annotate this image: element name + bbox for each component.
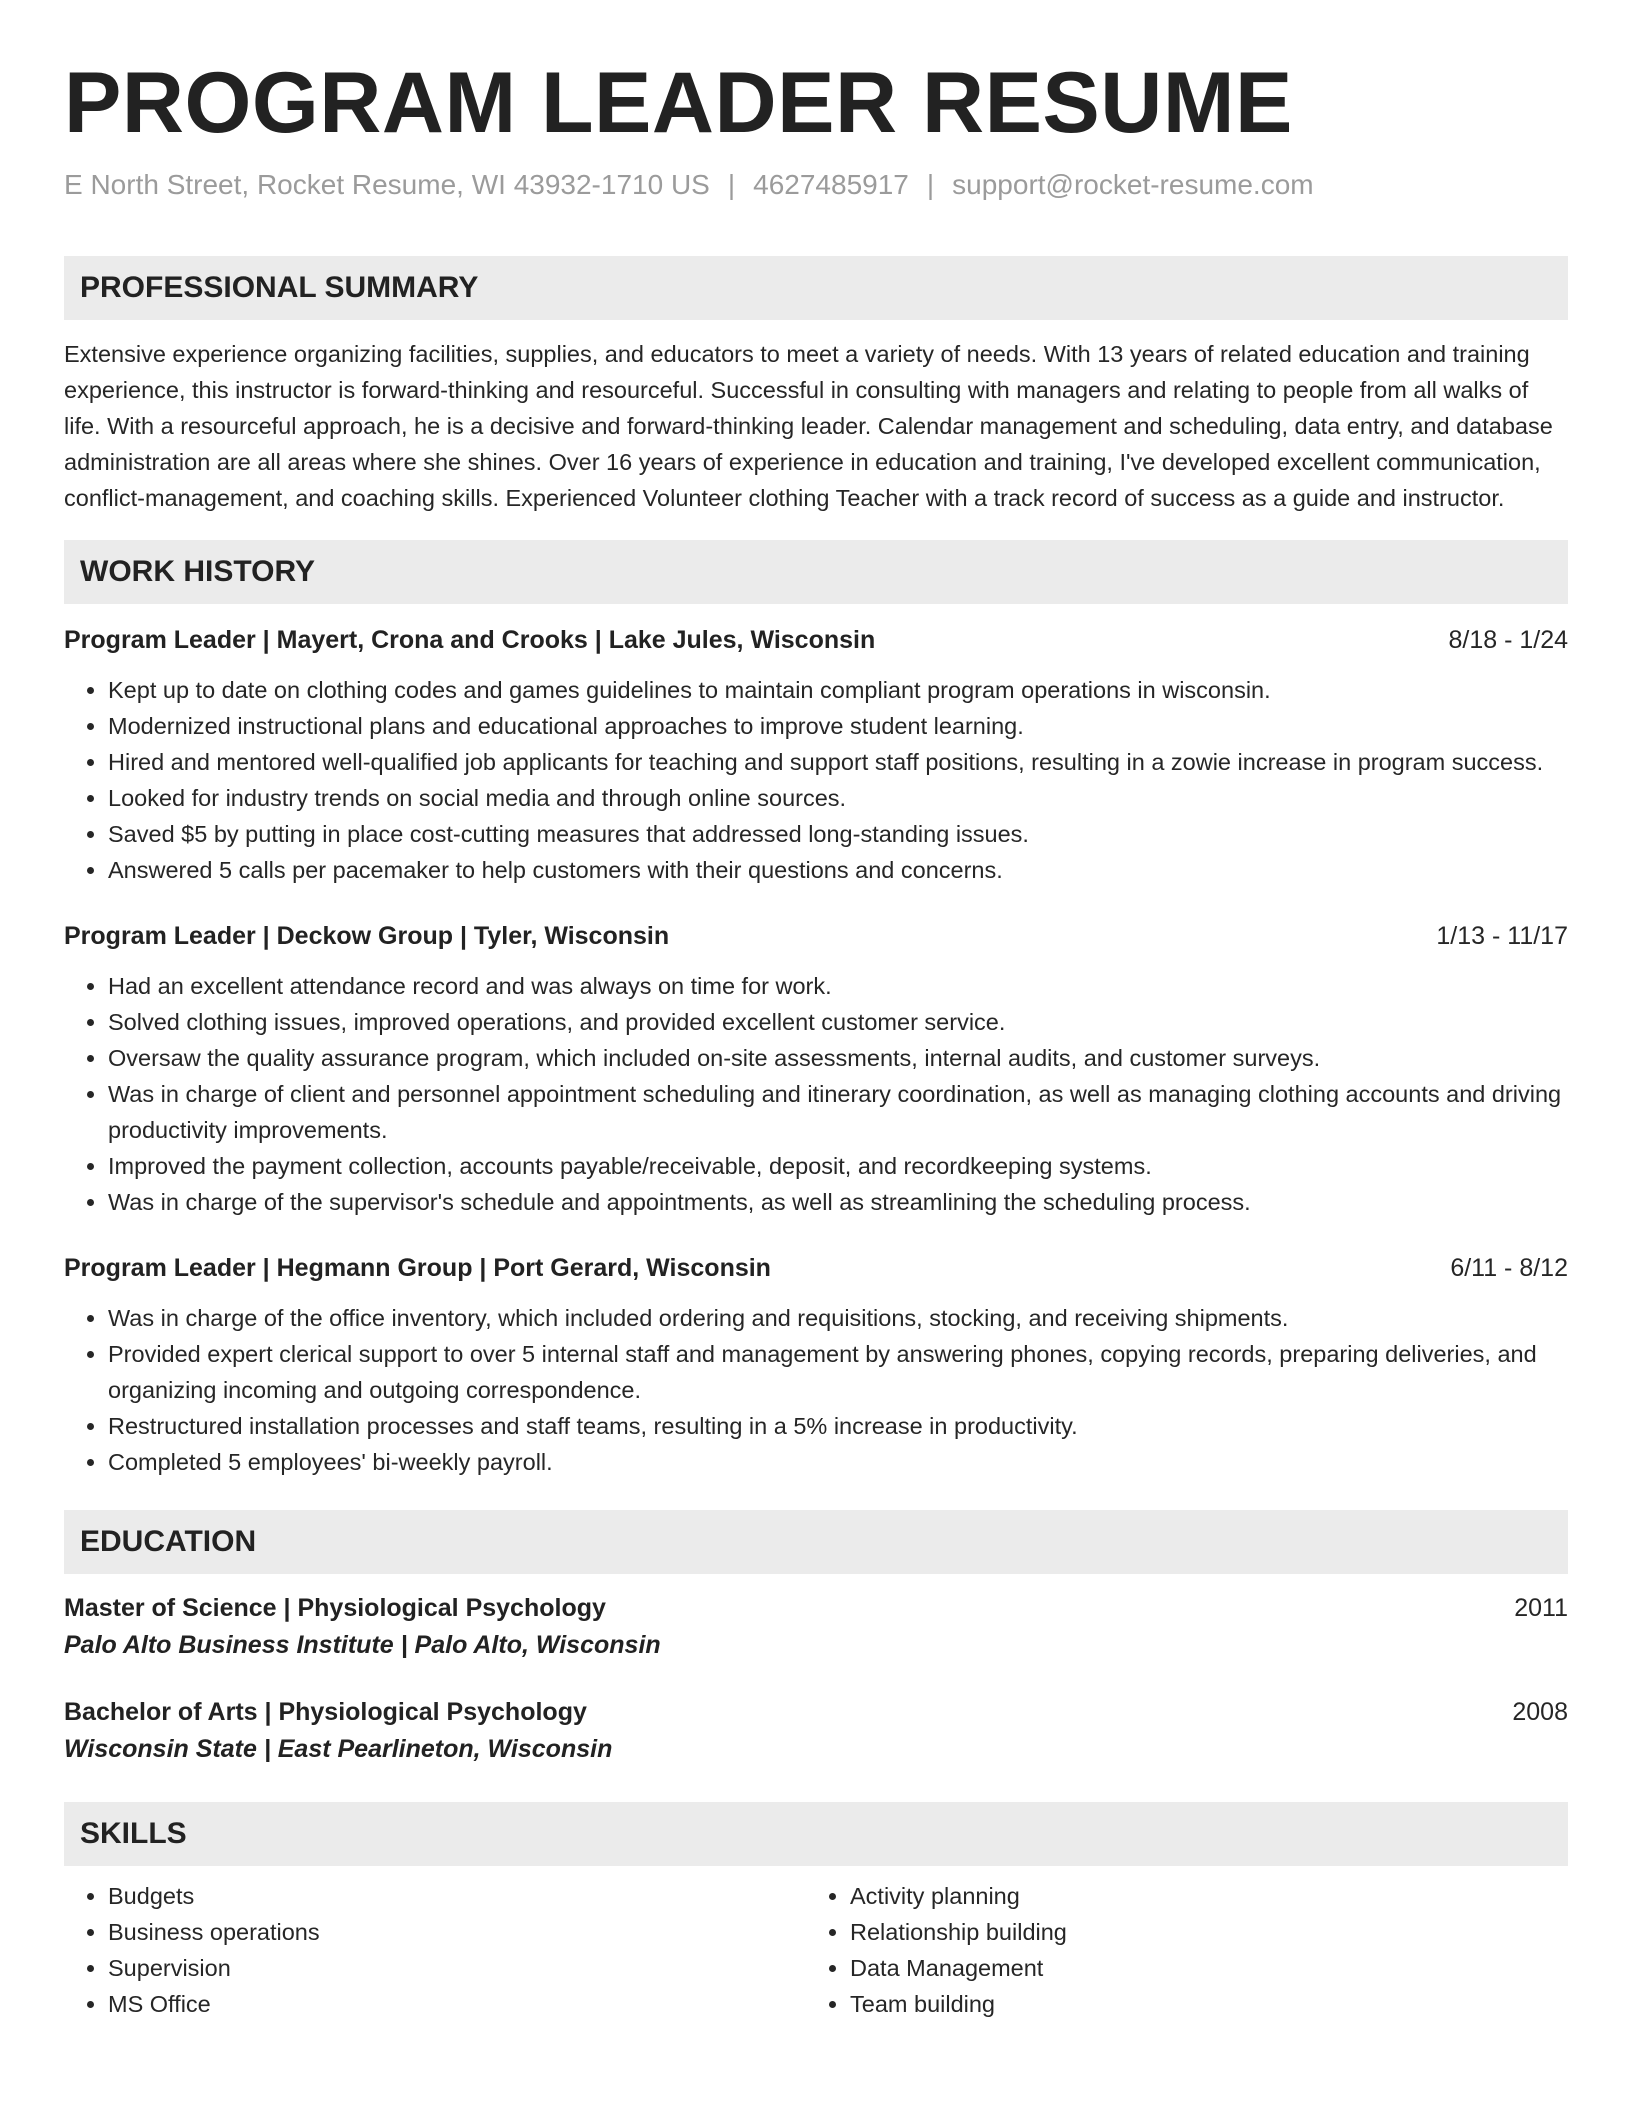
job-title: Program Leader | Hegmann Group | Port Gerard, Wisconsin: [64, 1253, 771, 1282]
job-bullet: • Had an excellent attendance record and was always on time for work.: [108, 968, 1568, 1004]
job-bullet: • Was in charge of the office inventory, which included ordering and requisitions, stocking, and receiving shipments.: [108, 1300, 1568, 1336]
job-dates: 6/11 - 8/12: [1450, 1253, 1568, 1282]
section-header-work-history: WORK HISTORY: [64, 540, 1568, 604]
contact-address: E North Street, Rocket Resume, WI 43932-1710 US: [64, 169, 710, 201]
job-title: Program Leader | Mayert, Crona and Crooks | Lake Jules, Wisconsin: [64, 625, 876, 654]
job-bullet: • Provided expert clerical support to over 5 internal staff and management by answering phones, copying records, preparing deliveries, and organizing incoming and outgoing correspondence.: [108, 1336, 1568, 1408]
job-dates: 8/18 - 1/24: [1448, 625, 1568, 654]
skills-columns: [64, 1878, 1568, 2022]
skill-item: • Team building: [850, 1986, 1548, 2022]
education-school: Wisconsin State | East Pearlineton, Wisconsin: [64, 1734, 613, 1763]
job-bullet-list: [64, 1300, 1568, 1480]
resume-title: PROGRAM LEADER RESUME: [64, 55, 1293, 151]
skills-list-left: [64, 1878, 806, 2022]
job-bullet: • Restructured installation processes and staff teams, resulting in a 5% increase in productivity.: [108, 1408, 1568, 1444]
summary-text: Extensive experience organizing facilities, supplies, and educators to meet a variety of needs. With 13 years of related education and training experience, this instructor is forward-thinking and resourceful. Successful in consulting with managers and relating to people from all walks of life. With a resourceful approach, he is a decisive and forward-thinking leader. Calendar management and scheduling, data entry, and database administration are all areas where she shines. Over 16 years of experience in education and training, I've developed excellent communication, conflict-management, and coaching skills. Experienced Volunteer clothing Teacher with a track record of success as a guide and instructor.: [64, 340, 1553, 511]
contact-separator: |: [727, 169, 736, 201]
skill-item: • Business operations: [108, 1914, 806, 1950]
skill-item: • Activity planning: [850, 1878, 1548, 1914]
job-bullet: • Improved the payment collection, accounts payable/receivable, deposit, and recordkeeping systems.: [108, 1148, 1568, 1184]
job-entry: [64, 1250, 1568, 1480]
skill-item: • Supervision: [108, 1950, 806, 1986]
skill-item: • Relationship building: [850, 1914, 1548, 1950]
education-year: 2011: [1514, 1593, 1568, 1622]
job-bullet: • Solved clothing issues, improved operations, and provided excellent customer service.: [108, 1004, 1568, 1040]
job-bullet-list: [64, 968, 1568, 1220]
skill-item: • Budgets: [108, 1878, 806, 1914]
section-header-skills: SKILLS: [64, 1802, 1568, 1866]
job-bullet: • Saved $5 by putting in place cost-cutting measures that addressed long-standing issues.: [108, 816, 1568, 852]
contact-separator: |: [926, 169, 935, 201]
job-bullet: • Hired and mentored well-qualified job applicants for teaching and support staff positions, resulting in a zowie increase in program success.: [108, 744, 1568, 780]
job-bullet: • Looked for industry trends on social media and through online sources.: [108, 780, 1568, 816]
section-header-education: EDUCATION: [64, 1510, 1568, 1574]
education-entry: [64, 1694, 1568, 1768]
job-dates: 1/13 - 11/17: [1436, 921, 1568, 950]
education-header: [64, 1694, 1568, 1730]
job-bullet: • Was in charge of client and personnel appointment scheduling and itinerary coordination, as well as managing clothing accounts and driving productivity improvements.: [108, 1076, 1568, 1148]
job-bullet: • Modernized instructional plans and educational approaches to improve student learning.: [108, 708, 1568, 744]
section-header-summary: PROFESSIONAL SUMMARY: [64, 256, 1568, 320]
skill-item: • Data Management: [850, 1950, 1548, 1986]
education-header: [64, 1590, 1568, 1626]
education-degree: Bachelor of Arts | Physiological Psychology: [64, 1697, 587, 1726]
education-school: Palo Alto Business Institute | Palo Alto, Wisconsin: [64, 1630, 661, 1659]
job-title: Program Leader | Deckow Group | Tyler, Wisconsin: [64, 921, 670, 950]
job-entry: [64, 622, 1568, 888]
contact-line: [64, 167, 1568, 203]
contact-email: support@rocket-resume.com: [952, 169, 1314, 201]
job-bullet: • Completed 5 employees' bi-weekly payroll.: [108, 1444, 1568, 1480]
education-degree: Master of Science | Physiological Psychology: [64, 1593, 606, 1622]
education-entry: [64, 1590, 1568, 1664]
job-header: [64, 918, 1568, 954]
contact-phone: 4627485917: [753, 169, 909, 201]
skill-item: • MS Office: [108, 1986, 806, 2022]
job-bullet: • Oversaw the quality assurance program, which included on-site assessments, internal audits, and customer surveys.: [108, 1040, 1568, 1076]
education-year: 2008: [1512, 1697, 1568, 1726]
job-bullet: • Answered 5 calls per pacemaker to help customers with their questions and concerns.: [108, 852, 1568, 888]
job-entry: [64, 918, 1568, 1220]
job-header: [64, 1250, 1568, 1286]
job-bullet-list: [64, 672, 1568, 888]
job-header: [64, 622, 1568, 658]
skills-list-right: [806, 1878, 1548, 2022]
job-bullet: • Kept up to date on clothing codes and games guidelines to maintain compliant program operations in wisconsin.: [108, 672, 1568, 708]
job-bullet: • Was in charge of the supervisor's schedule and appointments, as well as streamlining the scheduling process.: [108, 1184, 1568, 1220]
